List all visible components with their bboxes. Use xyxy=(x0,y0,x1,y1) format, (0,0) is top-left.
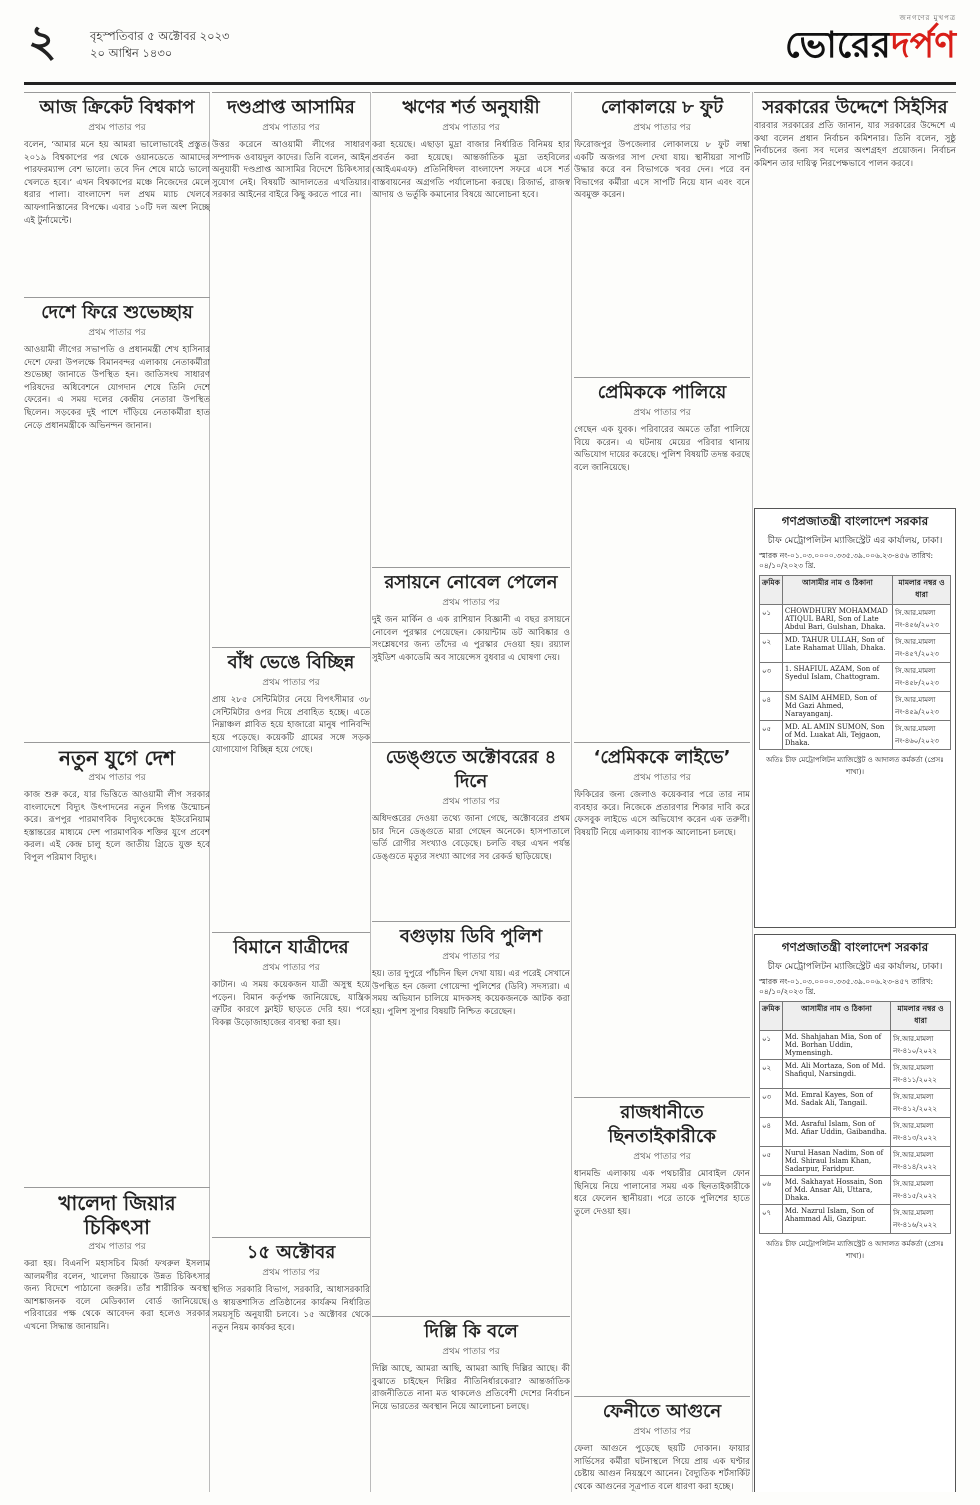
article-eloping xyxy=(574,377,750,734)
table-row xyxy=(760,1060,951,1089)
cell: ০৪ xyxy=(760,1118,783,1147)
table-header: আসামীর নাম ও ঠিকানা xyxy=(782,576,892,605)
cell: ০৩ xyxy=(760,1089,783,1118)
table-header: মামলার নম্বর ও ধারা xyxy=(891,1002,951,1031)
cell: Md. Nazrul Islam, Son of Ahammad Ali, Gazipur. xyxy=(782,1205,890,1234)
article-body: অধিদপ্তরের দেওয়া তথ্যে জানা গেছে, অক্টোবরের প্রথম চার দিনে ডেঙ্গুতে মারা গেছেন অনেকে। হাসপাতালে ভর্তি রোগীর সংখ্যাও বেড়েছে। চলতি বছর এখন পর্যন্ত ডেঙ্গুতে মৃত্যুর সংখ্যা আগের সব রেকর্ড ছাড়িয়েছে। xyxy=(372,814,570,862)
cell: সি.আর.মামলা নং-৪১৪/২০২২ xyxy=(891,1147,951,1176)
headline: দণ্ডপ্রাপ্ত আসামির xyxy=(212,92,370,120)
table-row xyxy=(760,1031,951,1060)
notice-table xyxy=(759,575,951,750)
article-dengue xyxy=(372,742,570,913)
column-5 xyxy=(754,92,956,1492)
cell: Md. Ali Mortaza, Son of Md. Shafiqul, Narsingdi. xyxy=(782,1060,890,1089)
article-flight-passengers xyxy=(212,932,370,1229)
article-body: আওয়ামী লীগের সভাপতি ও প্রধানমন্ত্রী শেখ হাসিনার দেশে ফেরা উপলক্ষে বিমানবন্দর এলাকায় নেতাকর্মীরা শুভেচ্ছা জানাতে উপস্থিত হন। জাতিসংঘ সাধারণ পরিষদের অধিবেশনে যোগদান শেষে তিনি দেশে ফেরেন। এ সময় দলের কেন্দ্রীয় নেতারা উপস্থিত ছিলেন। সড়কের দুই পাশে দাঁড়িয়ে নেতাকর্মীরা হাত নেড়ে প্রধানমন্ত্রীকে অভিনন্দন জানান। xyxy=(24,345,210,431)
table-row xyxy=(760,1118,951,1147)
article-body: স্থগিত সরকারি বিভাগ, সরকারি, আধাসরকারি ও স্বায়ত্তশাসিত প্রতিষ্ঠানের কার্যক্রম নির্ধারিত সময়সূচি অনুযায়ী চলবে। ১৫ অক্টোবর থেকে নতুন নিয়ম কার্যকর হবে। xyxy=(212,1285,370,1333)
notice-meta: স্মারক নং-০১.০৩.০০০০.৩৩৫.৩৯.০০৬.২৩-৪৫৭ তারিখ: ০৪/১০/২০২৩ খ্রি. xyxy=(759,977,934,996)
article-homecoming xyxy=(24,297,210,734)
article-cricket xyxy=(24,92,210,289)
cell: সি.আর.মামলা নং-৪৬০/২০২৩ xyxy=(893,721,951,750)
continued-label: প্রথম পাতার পর xyxy=(262,963,320,973)
column-divider xyxy=(370,92,371,1492)
headline: নতুন যুগে দেশ xyxy=(24,742,210,770)
headline: বগুড়ায় ডিবি পুলিশ xyxy=(372,921,570,949)
article-delhi xyxy=(372,1316,570,1492)
article-facebook-live xyxy=(574,742,750,1089)
column-2 xyxy=(212,92,370,1492)
article-body: কাটান। এ সময় কয়েকজন যাত্রী অসুস্থ হয়ে পড়েন। বিমান কর্তৃপক্ষ জানিয়েছে, যান্ত্রিক ত্রুটির কারণে ফ্লাইট ছাড়তে দেরি হয়। পরে বিকল্প উড়োজাহাজের ব্যবস্থা করা হয়। xyxy=(212,980,370,1028)
article-body: উত্তর করেনে আওয়ামী লীগের সাধারণ সম্পাদক ওবায়দুল কাদের। তিনি বলেন, আইন অনুযায়ী দণ্ডপ্রাপ্ত আসামির বিদেশে চিকিৎসার সুযোগ নেই। বিষয়টি আদালতের এখতিয়ার। সরকার আইনের বাইরে কিছু করতে পারে না। xyxy=(212,140,370,201)
date-block xyxy=(90,28,230,62)
headline: দেশে ফিরে শুভেচ্ছায় xyxy=(24,297,210,325)
article-body: ফিরোজপুর উপজেলার লোকালয়ে ৮ ফুট লম্বা একটি অজগর সাপ দেখা যায়। স্থানীয়রা সাপটি উদ্ধার করে বন বিভাগকে খবর দেন। পরে বন বিভাগের কর্মীরা এসে সাপটি নিয়ে যান এবং বনে অবমুক্ত করেন। xyxy=(574,140,750,201)
article-bogura-db xyxy=(372,921,570,1308)
continued-label: প্রথম পাতার পর xyxy=(633,773,691,783)
article-new-era xyxy=(24,742,210,1179)
article-chemistry-nobel xyxy=(372,567,570,734)
column-3 xyxy=(372,92,570,1492)
cell: 1. SHAFIUL AZAM, Son of Syedul Islam, Chattogram. xyxy=(782,663,892,692)
notice-table xyxy=(759,1001,951,1234)
article-body: দুই জন মার্কিন ও এক রাশিয়ান বিজ্ঞানী এ বছর রসায়নে নোবেল পুরস্কার পেয়েছেন। কোয়ান্টাম ডট আবিষ্কার ও সংশ্লেষণের জন্য তাঁদের এ পুরস্কার দেওয়া হয়। রয়্যাল সুইডিশ একাডেমি অব সায়েন্সেস বুধবার এ ঘোষণা দেয়। xyxy=(372,615,570,663)
cell: সি.আর.মামলা নং-৪১০/২০২২ xyxy=(891,1031,951,1060)
page-number: ২ xyxy=(28,16,57,67)
headline: লোকালয়ে ৮ ফুট xyxy=(574,92,750,120)
notice-subtitle: চীফ মেট্রোপলিটন ম্যাজিস্ট্রেট এর কার্যালয়, ঢাকা। xyxy=(767,536,943,546)
continued-label: প্রথম পাতার পর xyxy=(262,123,320,133)
table-row xyxy=(760,721,951,750)
continued-label: প্রথম পাতার পর xyxy=(633,1427,691,1437)
article-cec xyxy=(754,92,956,500)
headline: ১৫ অক্টোবর xyxy=(212,1237,370,1265)
cell: MD. AL AMIN SUMON, Son of Md. Luakat Ali, Tejgaon, Dhaka. xyxy=(782,721,892,750)
cell: ০৪ xyxy=(760,692,783,721)
newspaper-logo xyxy=(785,12,956,68)
table-row xyxy=(760,1089,951,1118)
headline: ঋণের শর্ত অনুযায়ী xyxy=(372,92,570,120)
cell: ০২ xyxy=(760,634,783,663)
article-body: হয়। তার দুপুরে পাঁচদিন ছিল দেখা যায়। এর পরেই সেখানে উপস্থিত হন জেলা গোয়েন্দা পুলিশের (ডিবি) সদস্যরা। এ সময় অভিযান চালিয়ে মাদকসহ কয়েকজনকে আটক করা হয়। পুলিশ সুপার বিষয়টি নিশ্চিত করেছেন। xyxy=(372,969,570,1017)
cell: Md. Asraful Islam, Son of Md. Afiar Uddin, Gaibandha. xyxy=(782,1118,890,1147)
article-loan-conditions xyxy=(372,92,570,559)
court-notice-1 xyxy=(754,508,956,928)
headline: সরকারের উদ্দেশে সিইসির xyxy=(754,92,956,120)
headline: রসায়নে নোবেল পেলেন xyxy=(372,567,570,595)
cell: CHOWDHURY MOHAMMAD ATIQUL BARI, Son of Late Abdul Bari, Gulshan, Dhaka. xyxy=(782,605,892,634)
continued-label: প্রথম পাতার পর xyxy=(88,1242,146,1252)
cell: ০২ xyxy=(760,1060,783,1089)
continued-label: প্রথম পাতার পর xyxy=(442,123,500,133)
cell: সি.আর.মামলা নং-৪১২/২০২২ xyxy=(891,1089,951,1118)
logo-text xyxy=(785,24,956,68)
cell: Nurul Hasan Nadim, Son of Md. Shiraul Islam Khan, Sadarpur, Faridpur. xyxy=(782,1147,890,1176)
table-row xyxy=(760,663,951,692)
article-dam-break xyxy=(212,647,370,924)
headline: ‘প্রেমিককে লাইভে’ xyxy=(574,742,750,770)
logo-tagline: জনগণের মুখপত্র xyxy=(899,14,956,22)
headline: খালেদা জিয়ার চিকিৎসা xyxy=(24,1187,210,1239)
article-body: ফিকিরের জন্য জেলাও কয়েকবার পরে তার নাম ব্যবহার করে। নিজেকে প্রতারণার শিকার দাবি করে ফেসবুক লাইভে এসে অভিযোগ করেন এক তরুণী। বিষয়টি নিয়ে এলাকায় ব্যাপক আলোচনা চলছে। xyxy=(574,790,750,838)
cell: ০১ xyxy=(760,1031,783,1060)
article-body: দিল্লি আছে, আমরা আছি, আমরা আছি দিল্লির আছে। কী বুঝাতে চাইছেন দিল্লির নীতিনির্ধারকেরা? আন্তর্জাতিক রাজনীতিতে নানা মত থাকলেও প্রতিবেশী দেশের নির্বাচন নিয়ে ভারতের অবস্থান নিয়ে আলোচনা চলছে। xyxy=(372,1364,570,1412)
article-convict xyxy=(212,92,370,639)
headline: ডেঙ্গুতে অক্টোবরের ৪ দিনে xyxy=(372,742,570,794)
table-row xyxy=(760,1205,951,1234)
continued-label: প্রথম পাতার পর xyxy=(633,408,691,418)
court-notice-2 xyxy=(754,934,956,1492)
notice-signature: অতিঃ চীফ মেট্রোপলিটন ম্যাজিস্ট্রেট ও আদালত কর্মকর্তা (প্রেসঃ শাখা)। xyxy=(766,756,944,776)
table-row xyxy=(760,605,951,634)
date-bangla: ২০ আশ্বিন ১৪৩০ xyxy=(90,46,173,60)
continued-label: প্রথম পাতার পর xyxy=(88,123,146,133)
continued-label: প্রথম পাতার পর xyxy=(88,328,146,338)
cell: সি.আর.মামলা নং-৪১১/২০২২ xyxy=(891,1060,951,1089)
notice-signature: অতিঃ চীফ মেট্রোপলিটন ম্যাজিস্ট্রেট ও আদালত কর্মকর্তা (প্রেসঃ শাখা)। xyxy=(766,1240,944,1260)
cell: Md. Shahjahan Mia, Son of Md. Borhan Uddin, Mymensingh. xyxy=(782,1031,890,1060)
headline: রাজধানীতে ছিনতাইকারীকে xyxy=(574,1097,750,1149)
article-october-15 xyxy=(212,1237,370,1484)
article-body: করা হয়। বিএনপি মহাসচিব মির্জা ফখরুল ইসলাম আলমগীর বলেন, খালেদা জিয়াকে উন্নত চিকিৎসার জন্য বিদেশে পাঠানো জরুরি। তাঁর শারীরিক অবস্থা আশঙ্কাজনক বলে মেডিক্যাল বোর্ড জানিয়েছে। পরিবারের পক্ষ থেকে আবেদন করা হলেও সরকার এখনো সিদ্ধান্ত জানায়নি। xyxy=(24,1259,210,1332)
article-body: ফেলা আগুনে পুড়েছে ছয়টি দোকান। ফায়ার সার্ভিসের কর্মীরা ঘটনাস্থলে গিয়ে প্রায় এক ঘণ্টার চেষ্টায় আগুন নিয়ন্ত্রণে আনেন। বৈদ্যুতিক শর্টসার্কিট থেকে আগুনের সূত্রপাত বলে ধারণা করা হচ্ছে। xyxy=(574,1444,750,1492)
article-feni-fire xyxy=(574,1396,750,1492)
cell: সি.আর.মামলা নং-৪৫৬/২০২৩ xyxy=(893,605,951,634)
table-row xyxy=(760,634,951,663)
continued-label: প্রথম পাতার পর xyxy=(88,773,146,783)
article-body: কাজ শুরু করে, যার ভিত্তিতে আওয়ামী লীগ সরকার বাংলাদেশে বিদ্যুৎ উৎপাদনের নতুন দিগন্ত উন্মোচন করে। রূপপুর পারমাণবিক বিদ্যুৎকেন্দ্রে ইউরেনিয়াম হস্তান্তরের মাধ্যমে দেশ পারমাণবিক শক্তির যুগে প্রবেশ করল। এই কেন্দ্র চালু হলে জাতীয় গ্রিডে যুক্ত হবে বিপুল পরিমাণ বিদ্যুৎ। xyxy=(24,790,210,863)
cell: Md. Emral Kayes, Son of Md. Sadak Ali, Tangail. xyxy=(782,1089,890,1118)
cell: সি.আর.মামলা নং-৪১৩/২০২২ xyxy=(891,1118,951,1147)
column-4 xyxy=(574,92,750,1492)
headline: প্রেমিককে পালিয়ে xyxy=(574,377,750,405)
cell: MD. TAHUR ULLAH, Son of Late Rahamat Ullah, Dhaka. xyxy=(782,634,892,663)
article-body: বারবার সরকারের প্রতি জানান, যার সরকারের উদ্দেশে এ কথা বলেন প্রধান নির্বাচন কমিশনার। তিনি বলেন, সুষ্ঠু নির্বাচনের জন্য সব দলের অংশগ্রহণ প্রয়োজন। নির্বাচন কমিশন তার দায়িত্ব নিরপেক্ষভাবে পালন করবে। xyxy=(754,121,956,169)
cell: ০১ xyxy=(760,605,783,634)
table-header: ক্রমিক xyxy=(760,576,783,605)
logo-accent: দর্পণ xyxy=(890,25,956,66)
article-body: প্রায় ২৮৫ সেন্টিমিটার নেয়ে বিপৎসীমার ৩৮ সেন্টিমিটার ওপর দিয়ে প্রবাহিত হচ্ছে। এতে নিম্নাঞ্চল প্লাবিত হয়ে হাজারো মানুষ পানিবন্দি হয়ে পড়েছে। কয়েকটি গ্রামের সঙ্গে সড়ক যোগাযোগ বিচ্ছিন্ন হয়ে গেছে। xyxy=(212,695,370,756)
article-body: বলেন, ‘আমার মনে হয় আমরা ভালোভাবেই প্রস্তুত। ২০১৯ বিশ্বকাপের পর থেকে ওয়ানডেতে আমাদের পারফরম্যান্স বেশ ভালো। তবে দিন শেষে মাঠে ভালো খেলতে হবে।’ এখন বিশ্বকাপের মঞ্চে নিজেদের মেলে ধরার পালা। বাংলাদেশ দল প্রথম ম্যাচ খেলবে আফগানিস্তানের বিপক্ষে। এবার ১০টি দল অংশ নিচ্ছে এই টুর্নামেন্টে। xyxy=(24,140,210,226)
cell: ০৩ xyxy=(760,663,783,692)
cell: ০৬ xyxy=(760,1176,783,1205)
table-header: ক্রমিক xyxy=(760,1002,783,1031)
table-row xyxy=(760,1147,951,1176)
article-body: করা হয়েছে। এছাড়া মুদ্রা বাজার নির্ধারিত বিনিময় হার প্রবর্তন করা হয়েছে। আন্তর্জাতিক মুদ্রা তহবিলের (আইএমএফ) প্রতিনিধিদল বাংলাদেশ সফরে এসে শর্ত বাস্তবায়নের অগ্রগতি পর্যালোচনা করছে। রিজার্ভ, রাজস্ব আদায় ও ভর্তুকি কমানোর বিষয়ে আলোচনা হবে। xyxy=(372,140,570,201)
logo-main: ভোরের xyxy=(784,25,891,66)
continued-label: প্রথম পাতার পর xyxy=(633,1152,691,1162)
cell: সি.আর.মামলা নং-৪৫৯/২০২৩ xyxy=(893,692,951,721)
column-1 xyxy=(24,92,210,1492)
table-row xyxy=(760,1176,951,1205)
continued-label: প্রথম পাতার পর xyxy=(262,1268,320,1278)
cell: SM SAIM AHMED, Son of Md Gazi Ahmed, Narayanganj. xyxy=(782,692,892,721)
notice-title: গণপ্রজাতন্ত্রী বাংলাদেশ সরকার xyxy=(781,940,929,954)
headline: বিমানে যাত্রীদের xyxy=(212,932,370,960)
article-khaleda-treatment xyxy=(24,1187,210,1492)
continued-label: প্রথম পাতার পর xyxy=(633,123,691,133)
continued-label: প্রথম পাতার পর xyxy=(442,598,500,608)
notice-title: গণপ্রজাতন্ত্রী বাংলাদেশ সরকার xyxy=(781,514,929,528)
article-body: ধানমন্ডি এলাকায় এক পথচারীর মোবাইল ফোন ছিনিয়ে নিয়ে পালানোর সময় এক ছিনতাইকারীকে ধরে ফেলেন স্থানীয়রা। পরে তাকে পুলিশের হাতে তুলে দেওয়া হয়। xyxy=(574,1169,750,1217)
notice-meta: স্মারক নং-০১.০৩.০০০০.৩৩৫.৩৯.০০৬.২৩-৪৫৬ তারিখ: ০৪/১০/২০২৩ খ্রি. xyxy=(759,551,934,570)
continued-label: প্রথম পাতার পর xyxy=(442,797,500,807)
table-row xyxy=(760,692,951,721)
article-python xyxy=(574,92,750,369)
continued-label: প্রথম পাতার পর xyxy=(262,678,320,688)
cell: ০৫ xyxy=(760,721,783,750)
article-body: গেছেন এক যুবক। পরিবারের অমতে তাঁরা পালিয়ে বিয়ে করেন। এ ঘটনায় মেয়ের পরিবার থানায় অভিযোগ দায়ের করেছে। পুলিশ বিষয়টি তদন্ত করছে বলে জানিয়েছে। xyxy=(574,425,750,473)
cell: সি.আর.মামলা নং-৪১৬/২০২২ xyxy=(891,1205,951,1234)
headline: ফেনীতে আগুনে xyxy=(574,1396,750,1424)
cell: সি.আর.মামলা নং-৪৫৮/২০২৩ xyxy=(893,663,951,692)
column-divider xyxy=(752,92,753,1492)
cell: Md. Sakhayat Hossain, Son of Md. Ansar Ali, Uttara, Dhaka. xyxy=(782,1176,890,1205)
masthead xyxy=(24,10,956,82)
headline: আজ ক্রিকেট বিশ্বকাপ xyxy=(24,92,210,120)
headline: বাঁধ ভেঙে বিচ্ছিন্ন xyxy=(212,647,370,675)
article-mugger xyxy=(574,1097,750,1388)
cell: সি.আর.মামলা নং-৪১৫/২০২২ xyxy=(891,1176,951,1205)
column-divider xyxy=(571,92,572,1492)
continued-label: প্রথম পাতার পর xyxy=(442,952,500,962)
table-header: আসামীর নাম ও ঠিকানা xyxy=(782,1002,890,1031)
masthead-rule xyxy=(24,82,956,85)
date-gregorian: বৃহস্পতিবার ৫ অক্টোবর ২০২৩ xyxy=(90,29,230,43)
cell: সি.আর.মামলা নং-৪৫৭/২০২৩ xyxy=(893,634,951,663)
headline: দিল্লি কি বলে xyxy=(372,1316,570,1344)
table-header: মামলার নম্বর ও ধারা xyxy=(893,576,951,605)
notice-subtitle: চীফ মেট্রোপলিটন ম্যাজিস্ট্রেট এর কার্যালয়, ঢাকা। xyxy=(767,962,943,972)
continued-label: প্রথম পাতার পর xyxy=(442,1347,500,1357)
cell: ০৫ xyxy=(760,1147,783,1176)
cell: ০৭ xyxy=(760,1205,783,1234)
